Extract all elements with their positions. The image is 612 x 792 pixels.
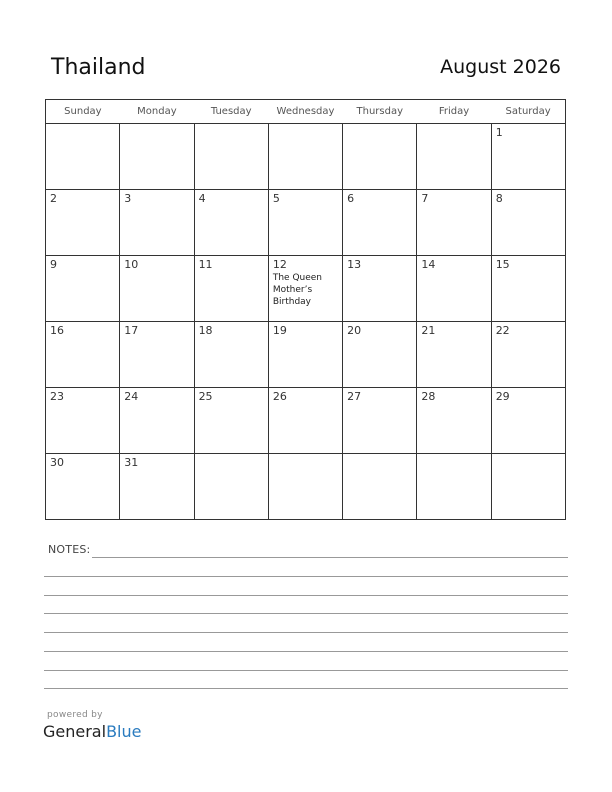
day-cell	[46, 454, 120, 520]
day-cell	[491, 388, 565, 454]
day-cell	[268, 454, 342, 520]
weekday-friday: Friday	[417, 100, 491, 124]
day-number: 13	[347, 258, 362, 271]
day-number: 5	[272, 192, 280, 205]
day-cell	[46, 256, 120, 322]
day-number: 2	[50, 192, 57, 205]
day-number: 29	[495, 390, 510, 403]
day-cell	[120, 322, 194, 388]
day-cell	[194, 190, 268, 256]
day-number: 30	[50, 456, 64, 469]
day-cell	[120, 124, 194, 190]
day-cell	[120, 454, 194, 520]
day-cell	[417, 388, 491, 454]
brand-logo	[43, 722, 141, 741]
day-number: 11	[198, 258, 213, 271]
day-cell	[343, 124, 417, 190]
day-cell	[120, 388, 194, 454]
day-cell	[120, 190, 194, 256]
day-number: 9	[50, 258, 57, 271]
weekday-sunday: Sunday	[46, 100, 120, 124]
day-number: 3	[124, 192, 132, 205]
day-number: 7	[421, 192, 429, 205]
weekday-saturday: Saturday	[491, 100, 565, 124]
weekday-monday: Monday	[120, 100, 194, 124]
day-number: 4	[198, 192, 206, 205]
day-cell	[343, 388, 417, 454]
day-cell	[268, 124, 342, 190]
note-line	[44, 595, 568, 596]
calendar-grid	[45, 99, 566, 520]
day-cell	[194, 124, 268, 190]
holiday-label: The Queen Mother’s Birthday	[272, 273, 323, 307]
day-number: 1	[495, 126, 503, 139]
day-cell	[417, 322, 491, 388]
day-cell	[46, 388, 120, 454]
note-line	[44, 613, 568, 614]
weekday-wednesday: Wednesday	[268, 100, 342, 124]
day-cell	[194, 322, 268, 388]
day-number: 10	[124, 258, 139, 271]
day-cell	[417, 256, 491, 322]
day-cell	[194, 388, 268, 454]
weekday-thursday: Thursday	[343, 100, 417, 124]
day-number: 18	[198, 324, 213, 337]
week-row	[46, 454, 566, 520]
day-cell	[491, 256, 565, 322]
day-number: 31	[124, 456, 139, 469]
day-number: 15	[495, 258, 510, 271]
day-number: 20	[347, 324, 362, 337]
day-number: 27	[347, 390, 362, 403]
month-year-title: August 2026	[440, 56, 561, 78]
powered-by-text: powered by	[47, 710, 103, 720]
day-cell	[268, 388, 342, 454]
day-cell	[343, 190, 417, 256]
day-number: 26	[272, 390, 287, 403]
day-cell	[194, 454, 268, 520]
day-number: 21	[421, 324, 436, 337]
day-cell	[268, 322, 342, 388]
country-title: Thailand	[51, 55, 146, 80]
day-number: 19	[272, 324, 287, 337]
note-line	[44, 651, 568, 652]
day-cell	[120, 256, 194, 322]
day-cell	[417, 454, 491, 520]
day-cell	[268, 190, 342, 256]
day-cell	[417, 190, 491, 256]
day-number: 6	[347, 192, 355, 205]
day-number: 23	[50, 390, 64, 403]
day-number: 17	[124, 324, 139, 337]
day-cell	[491, 124, 565, 190]
note-line	[44, 576, 568, 577]
notes-label: NOTES:	[48, 543, 91, 556]
week-row	[46, 322, 566, 388]
day-cell	[343, 256, 417, 322]
note-line	[44, 670, 568, 671]
day-cell	[46, 190, 120, 256]
weekday-header-row	[46, 100, 566, 124]
day-number: 14	[421, 258, 436, 271]
week-row	[46, 124, 566, 190]
note-line	[92, 557, 568, 558]
week-row	[46, 256, 566, 322]
brand-general: General	[43, 722, 107, 741]
week-row	[46, 388, 566, 454]
day-cell	[343, 322, 417, 388]
day-cell	[491, 190, 565, 256]
day-cell	[417, 124, 491, 190]
day-cell	[491, 454, 565, 520]
day-number: 12	[272, 258, 287, 271]
note-line	[44, 688, 568, 689]
day-cell	[194, 256, 268, 322]
day-number: 24	[124, 390, 139, 403]
day-cell	[268, 256, 342, 322]
day-cell	[46, 124, 120, 190]
brand-blue: Blue	[106, 722, 142, 741]
note-line	[44, 632, 568, 633]
week-row	[46, 190, 566, 256]
day-number: 8	[495, 192, 503, 205]
day-number: 16	[50, 324, 64, 337]
day-cell	[491, 322, 565, 388]
day-number: 22	[495, 324, 510, 337]
day-cell	[343, 454, 417, 520]
weekday-tuesday: Tuesday	[194, 100, 268, 124]
day-number: 28	[421, 390, 436, 403]
day-number: 25	[198, 390, 213, 403]
day-cell	[46, 322, 120, 388]
